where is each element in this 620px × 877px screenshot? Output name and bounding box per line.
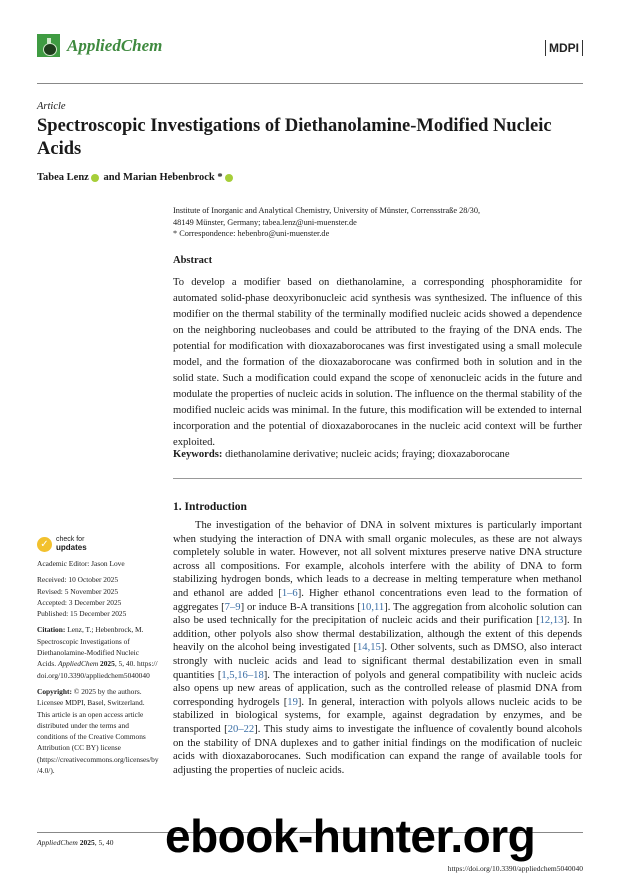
abstract-heading: Abstract: [173, 255, 213, 266]
journal-name: AppliedChem: [67, 35, 163, 55]
copyright: [37, 686, 159, 776]
watermark-text: ebook-hunter.org: [165, 810, 536, 862]
affiliation-line: 48149 Münster, Germany; tabea.lenz@uni-muenster.de: [173, 217, 357, 227]
footer-doi-link[interactable]: https://doi.org/10.3390/appliedchem5040040: [447, 864, 583, 873]
published-date: Published: 15 December 2025: [37, 609, 127, 619]
citation-link[interactable]: 19: [287, 696, 298, 708]
correspondence: * Correspondence: hebenbro@uni-muenster.de: [173, 229, 330, 238]
citation-link[interactable]: 10,11: [360, 601, 385, 613]
updates-label: updates: [56, 542, 87, 552]
author-name[interactable]: Marian Hebenbrock: [123, 172, 215, 183]
author-name[interactable]: Tabea Lenz: [37, 172, 89, 183]
orcid-icon[interactable]: [225, 174, 233, 182]
citation-link[interactable]: 14,15: [357, 642, 381, 654]
check-for-label: check for: [56, 536, 85, 543]
corresponding-mark: *: [217, 172, 223, 183]
checkmark-icon: ✓: [37, 537, 52, 552]
paper-title: Spectroscopic Investigations of Diethanolamine-Modified Nucleic Acids: [37, 116, 552, 159]
intro-text: ]. Other solvents, such as DMSO, also interact strongly with nucleic acids and lead to significant thermal destabilization even in small quantities [: [173, 642, 582, 681]
journal-logo: [37, 34, 162, 57]
footer-citation: [37, 838, 113, 847]
citation-link[interactable]: 1,5,16–18: [221, 669, 264, 681]
abstract-text: To develop a modifier based on diethanolamine, a corresponding phosphoramidite for automated solid-phase deoxyribonucleic acid synthesis was synthesized. The influence of this modifier on the thermal stability of the terminally modified nucleic acids showed a dependence on the neighboring nucleobases and could be attributed to the fraying of the DNA ends. The potential for modification with dioxazaborocanes was first investigated using a small molecule model, and the formation of the dioxazaborocane was confirmed both in solution and in the solid state. Such a modification could expand the scope of xenonucleic acids in the future and modulate the properties of nucleic acids in solution. The influence on the thermal stability of the modified nucleic acids was minimal. In the future, this modification will be extended to internal incorporation and the potential of dioxazaborocanes in the nucleic acid context will be further exploited.: [173, 277, 582, 448]
citation-label: Citation:: [37, 625, 66, 635]
footer-journal: AppliedChem: [37, 838, 78, 847]
author-conjunction: and: [103, 172, 121, 183]
citation-link[interactable]: 1–6: [281, 587, 298, 599]
citation-year: 2025: [98, 659, 115, 669]
intro-text: ] or induce B-A transitions [: [240, 601, 361, 613]
citation-journal: AppliedChem: [57, 659, 99, 669]
introduction-paragraph: [173, 519, 582, 777]
header-rule: [37, 83, 583, 84]
citation-link[interactable]: 20–22: [227, 723, 255, 735]
affiliation-line: Institute of Inorganic and Analytical Chemistry, University of Münster, Corrensstraße 28/30,: [173, 206, 481, 215]
citation: [37, 624, 159, 680]
intro-text: ]. In addition, other polyols also show thermal destabilization, although the extent of this depends heavily on the alcohol being investigated [: [173, 615, 582, 654]
article-type: Article: [37, 101, 66, 112]
citation-link[interactable]: 12,13: [539, 615, 564, 627]
author-list: [37, 172, 235, 183]
copyright-text: © 2025 by the authors. Licensee MDPI, Basel, Switzerland. This article is an open access article distributed under the terms and conditions of the Creative Commons Attribution (CC BY) license (https://creativecommons.org/licenses/by/4.0/).: [37, 686, 159, 776]
citation-doi[interactable]: , 5, 40. https://doi.org/10.3390/appliedchem5040040: [37, 659, 158, 680]
check-for-updates-button[interactable]: [37, 536, 159, 552]
footer-volume: , 5, 40: [94, 838, 114, 847]
intro-text: ]. The interaction of polyols and general compatibility with nucleic acids also opens up new areas of application, such as the controlled release of plasmid DNA from corresponding hydrogels [: [173, 669, 582, 708]
publisher-logo: MDPI: [545, 40, 583, 56]
intro-text: The investigation of the behavior of DNA in solvent mixtures is particularly important when studying the interaction of DNA with small organic molecules, as these are not always completely soluble in water. However, not all solvent mixtures preserve native DNA structure across all compositions. For example, alcohols interfere with the ability of DNA to form stabilizing hydrogen bonds, which leads to a decrease in melting temperature when methanol and ethanol are added [: [173, 520, 582, 599]
citation-link[interactable]: 7–9: [224, 601, 241, 613]
academic-editor: Academic Editor: Jason Love: [37, 559, 125, 568]
intro-text: ]. In general, interaction with polyols allows nucleic acids to be stabilized in biological systems, for example, against degradation by enzymes, and be transported [: [173, 696, 582, 735]
keywords: [173, 447, 582, 463]
section-rule: [173, 478, 582, 479]
accepted-date: Accepted: 3 December 2025: [37, 597, 122, 607]
received-date: Received: 10 October 2025: [37, 575, 119, 585]
section-heading: 1. Introduction: [173, 501, 247, 513]
intro-text: ]. This study aims to investigate the influence of covalently bound alcohols on the stability of DNA duplexes and to gather initial findings on the modification of nucleic acids with dioxazaborocanes. Such modification can expand the range of available tools for adjusting the properties of nucleic acids.: [173, 723, 582, 776]
intro-text: ]. Higher ethanol concentrations even lead to the formation of aggregates [: [173, 587, 583, 613]
revised-date: Revised: 5 November 2025: [37, 586, 119, 596]
keywords-text: diethanolamine derivative; nucleic acids; fraying; dioxazaborocane: [222, 449, 510, 460]
flask-logo-icon: [37, 34, 60, 57]
footer-year: 2025: [79, 838, 95, 847]
keywords-label: Keywords:: [173, 449, 223, 460]
affiliations: [173, 205, 593, 240]
article-info-sidebar: [37, 536, 159, 781]
citation-text: Lenz, T.; Hebenbrock, M. Spectroscopic Investigations of Diethanolamine-Modified Nucleic Acids.: [37, 625, 144, 669]
intro-text: ]. The aggregation from alcoholic solution can also be used technically for the precipitation of nucleic acids and their purification [: [173, 601, 582, 627]
dates: [37, 574, 159, 619]
orcid-icon[interactable]: [91, 174, 99, 182]
copyright-label: Copyright:: [37, 686, 72, 696]
